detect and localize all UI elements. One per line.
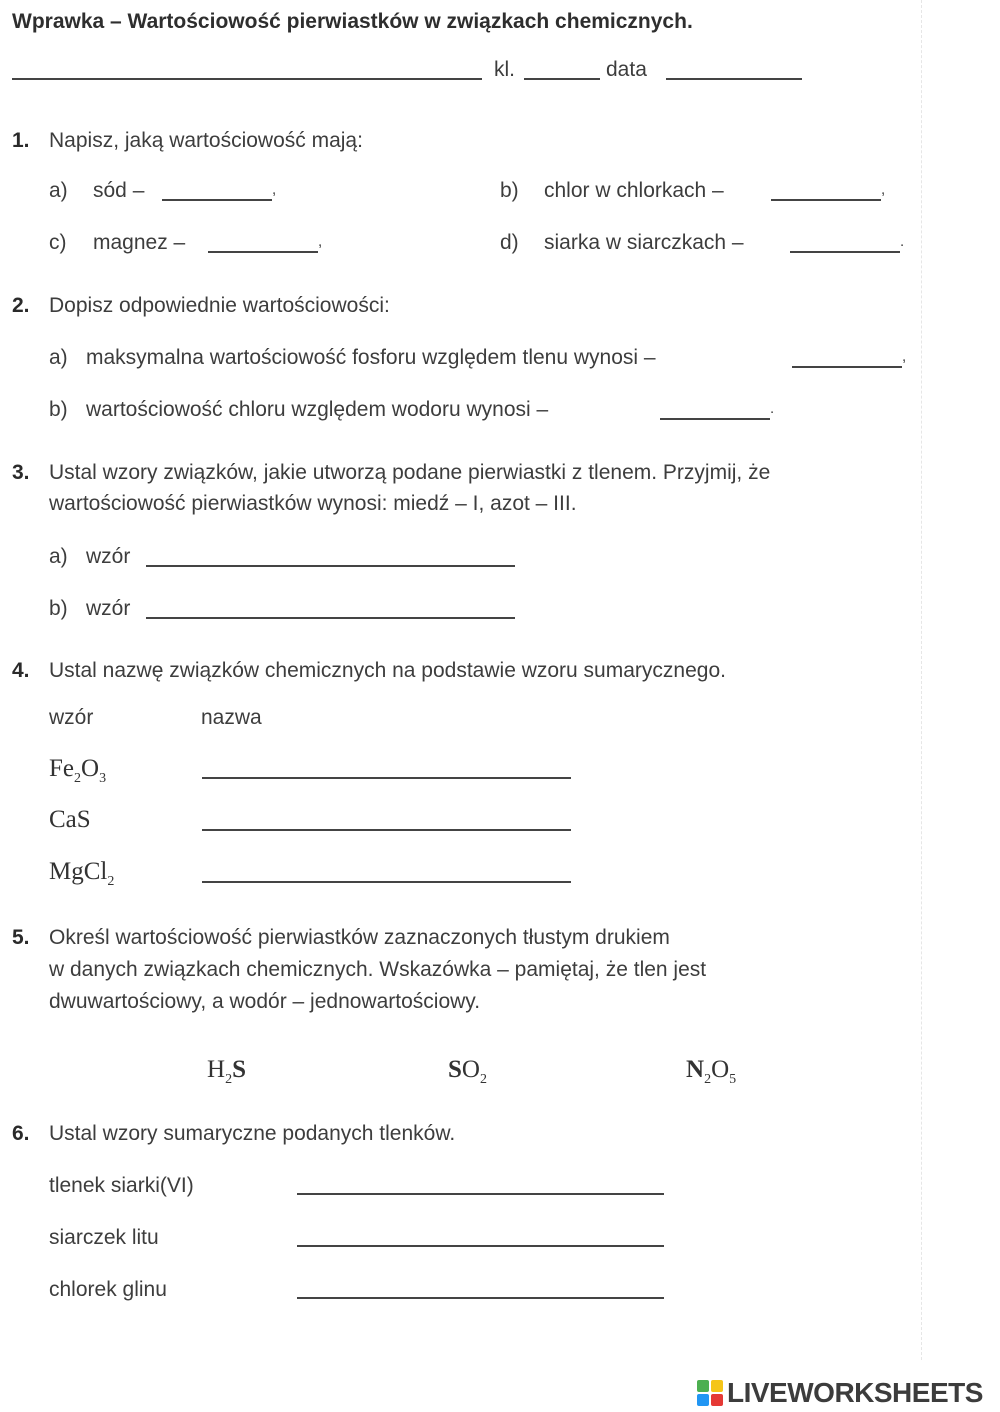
q1-c-answer[interactable]	[208, 251, 318, 253]
q5-formula-1-part-3: S	[232, 1056, 246, 1083]
q3-b-answer[interactable]	[146, 617, 515, 619]
q4-formula-2	[49, 806, 91, 834]
q1-d-end: .	[900, 233, 905, 250]
q3-line2: wartościowość pierwiastków wynosi: miedź – I, azot – III.	[49, 492, 577, 515]
class-label: kl.	[494, 58, 515, 81]
q2-b-answer[interactable]	[660, 418, 770, 420]
q1-b-text: chlor w chlorkach –	[544, 179, 724, 202]
q5-formula-3-part-1: N	[686, 1056, 705, 1083]
q1-text: Napisz, jaką wartościowość mają:	[49, 129, 363, 152]
q5-number: 5.	[12, 926, 30, 949]
q5-formula-2-part-3: 2	[479, 1072, 487, 1087]
q6-number: 6.	[12, 1122, 30, 1145]
q5-formula-3-part-2: 2	[704, 1072, 712, 1087]
q2-text: Dopisz odpowiednie wartościowości:	[49, 294, 390, 317]
q2-b-end: .	[770, 400, 775, 417]
q1-a-text: sód –	[93, 179, 145, 202]
q6-answer-2[interactable]	[297, 1245, 664, 1247]
q4-answer-2[interactable]	[202, 829, 571, 831]
q4-formula-3	[49, 858, 114, 890]
date-label: data	[606, 58, 647, 81]
q4-formula-1-part-2: 2	[74, 771, 81, 786]
q1-a-answer[interactable]	[162, 199, 272, 201]
q6-item-2: siarczek litu	[49, 1226, 159, 1249]
q1-c-end: ,	[318, 233, 323, 250]
q2-number: 2.	[12, 294, 30, 317]
margin-rule	[921, 0, 922, 1360]
q3-line1: Ustal wzory związków, jakie utworzą podane pierwiastki z tlenem. Przyjmij, że	[49, 461, 771, 484]
q6-answer-3[interactable]	[297, 1297, 664, 1299]
q4-formula-1-part-4: 3	[99, 771, 107, 786]
logo-square-blue	[697, 1394, 709, 1406]
q1-c-text: magnez –	[93, 231, 186, 254]
q1-b-label: b)	[500, 179, 519, 202]
q2-b-text: wartościowość chloru względem wodoru wynosi –	[86, 398, 549, 421]
q5-formula-3-part-3: O	[711, 1056, 730, 1083]
q1-d-answer[interactable]	[790, 251, 900, 253]
q4-formula-3-part-2: 2	[107, 874, 115, 889]
q6-item-3: chlorek glinu	[49, 1278, 167, 1301]
q1-b-answer[interactable]	[771, 199, 881, 201]
q4-number: 4.	[12, 659, 30, 682]
q4-formula-2-part-1: CaS	[49, 806, 91, 833]
q4-formula-1-part-1: Fe	[49, 755, 74, 782]
q5-line1: Określ wartościowość pierwiastków zaznaczonych tłustym drukiem	[49, 926, 670, 949]
q1-b-end: ,	[881, 181, 886, 198]
q6-item-1: tlenek siarki(VI)	[49, 1174, 194, 1197]
q5-formula-1-part-1: H	[207, 1056, 226, 1083]
logo-text: LIVEWORKSHEETS	[727, 1377, 983, 1408]
q3-b-text: wzór	[86, 597, 131, 620]
q4-formula-3-part-1: MgCl	[49, 858, 108, 885]
worksheet-title: Wprawka – Wartościowość pierwiastków w związkach chemicznych.	[12, 10, 693, 33]
class-field[interactable]	[524, 78, 600, 80]
q5-formula-3	[686, 1056, 736, 1088]
logo-grid-icon	[697, 1380, 723, 1406]
q2-a-label: a)	[49, 346, 68, 369]
q5-formula-2-part-2: O	[461, 1056, 480, 1083]
name-field[interactable]	[12, 78, 482, 80]
q1-a-label: a)	[49, 179, 68, 202]
q3-a-answer[interactable]	[146, 565, 515, 567]
q5-formula-1	[207, 1056, 246, 1088]
q4-answer-1[interactable]	[202, 777, 571, 779]
q1-number: 1.	[12, 129, 30, 152]
q2-a-answer[interactable]	[792, 366, 902, 368]
q2-a-text: maksymalna wartościowość fosforu względem tlenu wynosi –	[86, 346, 656, 369]
q5-formula-3-part-4: 5	[729, 1072, 737, 1087]
date-field[interactable]	[666, 78, 802, 80]
q3-b-label: b)	[49, 597, 68, 620]
logo-square-yellow	[711, 1380, 723, 1392]
q4-formula-1-part-3: O	[81, 755, 100, 782]
q4-formula-1	[49, 755, 106, 787]
q5-formula-1-part-2: 2	[225, 1072, 233, 1087]
q6-text: Ustal wzory sumaryczne podanych tlenków.	[49, 1122, 456, 1145]
q5-formula-2	[448, 1056, 487, 1088]
q5-line2: w danych związkach chemicznych. Wskazówka – pamiętaj, że tlen jest	[49, 958, 707, 981]
q5-formula-2-part-1: S	[448, 1056, 462, 1083]
q3-number: 3.	[12, 461, 30, 484]
liveworksheets-logo	[697, 1376, 983, 1410]
q5-line3: dwuwartościowy, a wodór – jednowartościowy.	[49, 990, 481, 1013]
logo-square-red	[711, 1394, 723, 1406]
q2-b-label: b)	[49, 398, 68, 421]
q4-col-name: nazwa	[201, 706, 262, 729]
q6-answer-1[interactable]	[297, 1193, 664, 1195]
q2-a-end: ,	[902, 348, 907, 365]
q3-a-label: a)	[49, 545, 68, 568]
logo-square-green	[697, 1380, 709, 1392]
q3-a-text: wzór	[86, 545, 131, 568]
q4-col-formula: wzór	[49, 706, 94, 729]
q1-a-end: ,	[272, 181, 277, 198]
q1-d-text: siarka w siarczkach –	[544, 231, 744, 254]
q4-answer-3[interactable]	[202, 881, 571, 883]
q1-d-label: d)	[500, 231, 519, 254]
q4-text: Ustal nazwę związków chemicznych na podstawie wzoru sumarycznego.	[49, 659, 726, 682]
q1-c-label: c)	[49, 231, 67, 254]
